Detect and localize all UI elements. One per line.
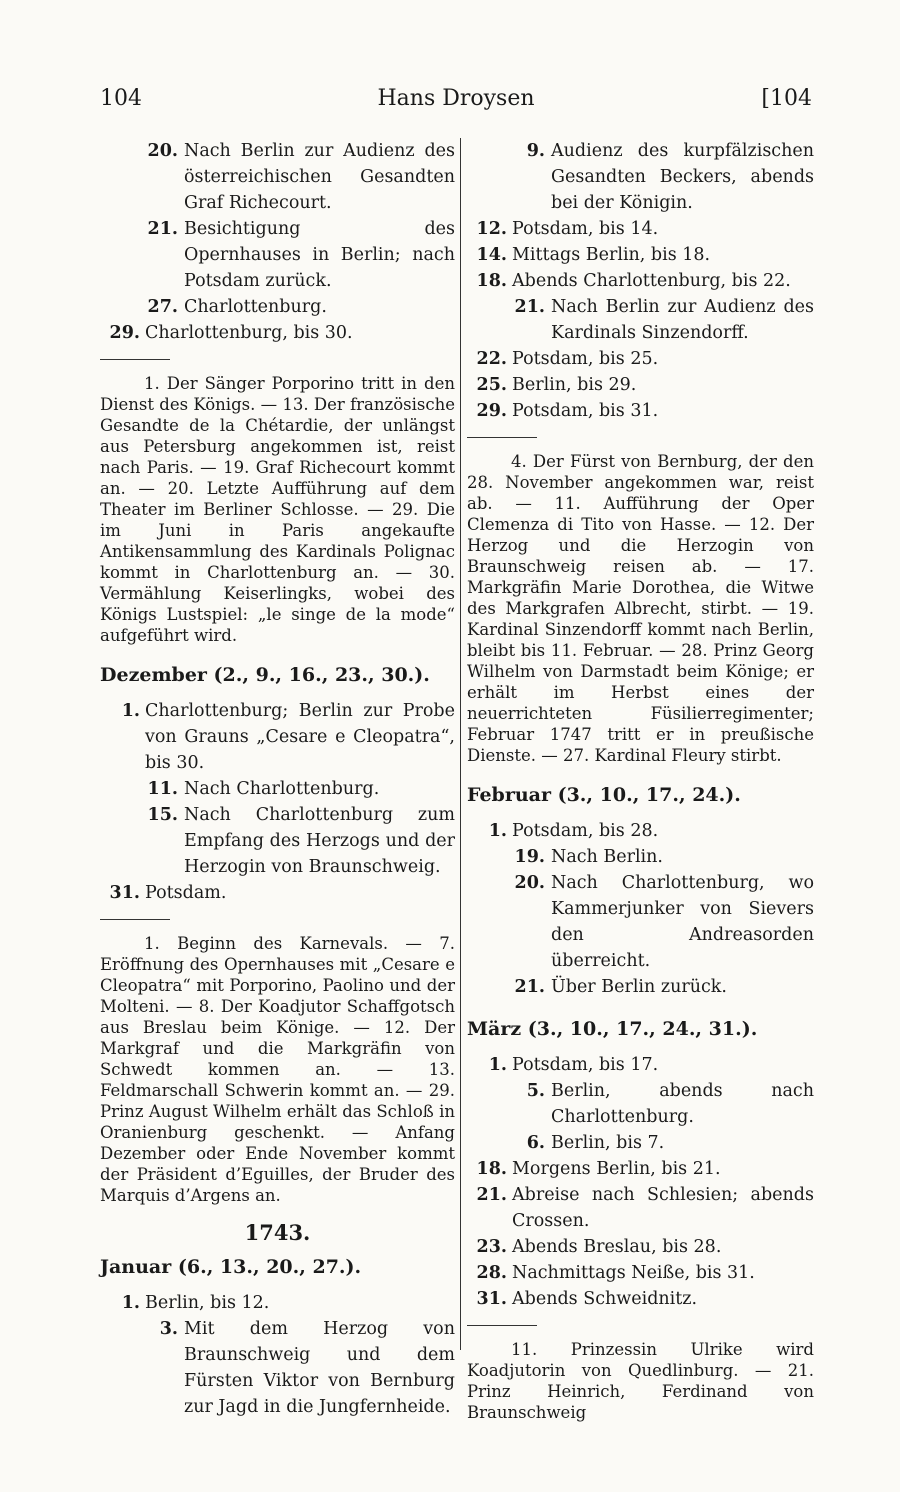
page-header [100, 86, 812, 120]
entry-text: Mit dem Herzog von Braunschweig und dem Fürsten Viktor von Bernburg zur Jagd in die Jungfernheide. [184, 1319, 455, 1417]
entry-day-number: 21. [514, 297, 545, 317]
entry-day-number: 12. [476, 219, 507, 239]
entry-day-number: 9. [526, 141, 545, 161]
entry-text: Charlottenburg, bis 30. [145, 323, 353, 343]
entry-text: Mittags Berlin, bis 18. [512, 245, 711, 265]
calendar-entry [467, 844, 814, 870]
calendar-entry [467, 242, 814, 268]
entry-day-number: 14. [476, 245, 507, 265]
notes-rule [100, 919, 170, 920]
year-heading: 1743. [244, 1220, 311, 1245]
calendar-entry [467, 870, 814, 974]
entry-text: Abreise nach Schlesien; abends Crossen. [512, 1185, 814, 1231]
calendar-entry [467, 818, 814, 844]
entry-text: Über Berlin zurück. [551, 977, 727, 997]
entry-day-number: 18. [476, 1159, 507, 1179]
entry-day-number: 19. [514, 847, 545, 867]
entry-day-number: 5. [526, 1081, 545, 1101]
entry-list [467, 1052, 814, 1312]
entry-text: Potsdam, bis 14. [512, 219, 659, 239]
running-title: Hans Droysen [377, 86, 535, 111]
entry-list [100, 1290, 455, 1420]
notes-paragraph: 4. Der Fürst von Bernburg, der den 28. November angekommen war, reist ab. — 11. Aufführung der Oper Clemenza di Tito von Hasse. — 12. Der Herzog und die Herzogin von Braunschweig reisen ab. — 17. Markgräfin Marie Dorothea, die Witwe des Markgrafen Albrecht, stirbt. — 19. Kardinal Sinzendorff kommt nach Berlin, bleibt bis 11. Februar. — 28. Prinz Georg Wilhelm von Darmstadt beim Könige; er erhält im Herbst eines der neuerrichteten Füsilierregimenter; Februar 1747 tritt er in preußische Dienste. — 27. Kardinal Fleury stirbt. [467, 452, 814, 765]
month-heading: Februar (3., 10., 17., 24.). [467, 784, 741, 806]
entry-list [100, 138, 455, 346]
calendar-entry [100, 294, 455, 320]
entry-day-number: 6. [526, 1133, 545, 1153]
calendar-entry [467, 268, 814, 294]
entry-text: Potsdam, bis 17. [512, 1055, 659, 1075]
notes-paragraph: 1. Der Sänger Porporino tritt in den Dienst des Königs. — 13. Der französische Gesandte de la Chétardie, der unlängst aus Petersburg angekommen ist, reist nach Paris. — 19. Graf Richecourt kommt an. — 20. Letzte Aufführung auf dem Theater im Berliner Schlosse. — 29. Die im Juni in Paris angekaufte Antikensammlung des Kardinals Polignac kommt in Charlottenburg an. — 30. Vermählung Keiserlingks, wobei des Königs Lustspiel: „le singe de la mode“ aufgeführt wird. [100, 374, 455, 645]
page-number-right: [104 [761, 86, 812, 111]
entry-day-number: 31. [109, 883, 140, 903]
calendar-entry [467, 1182, 814, 1234]
notes-paragraph: 11. Prinzessin Ulrike wird Koadjutorin von Quedlinburg. — 21. Prinz Heinrich, Ferdinand von Braunschweig [467, 1340, 814, 1422]
calendar-entry [100, 320, 455, 346]
calendar-entry [467, 1234, 814, 1260]
entry-day-number: 21. [476, 1185, 507, 1205]
entry-day-number: 20. [514, 873, 545, 893]
calendar-entry [467, 294, 814, 346]
entry-day-number: 21. [147, 219, 178, 239]
entry-day-number: 1. [488, 1055, 507, 1075]
right-column [467, 138, 814, 1423]
entry-day-number: 3. [159, 1319, 178, 1339]
calendar-entry [100, 1290, 455, 1316]
entry-text: Abends Charlottenburg, bis 22. [512, 271, 791, 291]
entry-day-number: 25. [476, 375, 507, 395]
calendar-entry [467, 1078, 814, 1130]
calendar-entry [467, 1286, 814, 1312]
entry-text: Berlin, abends nach Charlottenburg. [551, 1081, 814, 1127]
entry-text: Berlin, bis 12. [145, 1293, 270, 1313]
calendar-entry [467, 1260, 814, 1286]
entry-text: Potsdam. [145, 883, 227, 903]
entry-day-number: 29. [476, 401, 507, 421]
page-number-left: 104 [100, 86, 142, 111]
calendar-entry [467, 1052, 814, 1078]
entry-text: Besichtigung des Opernhauses in Berlin; nach Potsdam zurück. [184, 219, 455, 291]
calendar-entry [467, 346, 814, 372]
notes-paragraph: 1. Beginn des Karnevals. — 7. Eröffnung des Opernhauses mit „Cesare e Cleopatra“ mit Porporino, Paolino und der Molteni. — 8. Der Koadjutor Schaffgotsch aus Breslau beim Könige. — 12. Der Markgraf und die Markgräfin von Schwedt kommen an. — 13. Feldmarschall Schwerin kommt an. — 29. Prinz August Wilhelm erhält das Schloß in Oranienburg geschenkt. — Anfang Dezember oder Ende November kommt der Präsident d’Eguilles, der Bruder des Marquis d’Argens an. [100, 934, 455, 1205]
notes-rule [467, 437, 537, 438]
column-divider [460, 138, 461, 1350]
left-column [100, 138, 455, 1420]
entry-text: Potsdam, bis 31. [512, 401, 659, 421]
entry-day-number: 20. [147, 141, 178, 161]
calendar-entry [100, 138, 455, 216]
entry-day-number: 11. [147, 779, 178, 799]
entry-day-number: 1. [121, 701, 140, 721]
month-heading: Januar (6., 13., 20., 27.). [100, 1256, 362, 1278]
calendar-entry [467, 372, 814, 398]
calendar-entry [100, 776, 455, 802]
entry-day-number: 31. [476, 1289, 507, 1309]
entry-day-number: 28. [476, 1263, 507, 1283]
entry-day-number: 27. [147, 297, 178, 317]
calendar-entry [100, 1316, 455, 1420]
entry-list [467, 818, 814, 1000]
entry-text: Morgens Berlin, bis 21. [512, 1159, 721, 1179]
calendar-entry [467, 398, 814, 424]
calendar-entry [100, 216, 455, 294]
entry-text: Abends Schweidnitz. [512, 1289, 698, 1309]
entry-text: Potsdam, bis 25. [512, 349, 659, 369]
entry-day-number: 29. [109, 323, 140, 343]
entry-text: Nach Berlin zur Audienz des österreichischen Gesandten Graf Richecourt. [184, 141, 455, 213]
entry-text: Nach Charlottenburg zum Empfang des Herzogs und der Herzogin von Braunschweig. [184, 805, 455, 877]
entry-text: Berlin, bis 7. [551, 1133, 665, 1153]
entry-day-number: 21. [514, 977, 545, 997]
entry-day-number: 22. [476, 349, 507, 369]
entry-list [100, 698, 455, 906]
entry-text: Audienz des kurpfälzischen Gesandten Beckers, abends bei der Königin. [551, 141, 814, 213]
calendar-entry [467, 216, 814, 242]
entry-text: Nachmittags Neiße, bis 31. [512, 1263, 755, 1283]
entry-text: Charlottenburg. [184, 297, 327, 317]
entry-text: Charlottenburg; Berlin zur Probe von Grauns „Cesare e Cleopatra“, bis 30. [145, 701, 455, 773]
month-heading: März (3., 10., 17., 24., 31.). [467, 1018, 758, 1040]
entry-day-number: 18. [476, 271, 507, 291]
month-heading: Dezember (2., 9., 16., 23., 30.). [100, 664, 430, 686]
entry-text: Nach Berlin zur Audienz des Kardinals Sinzendorff. [551, 297, 814, 343]
calendar-entry [467, 1156, 814, 1182]
entry-day-number: 23. [476, 1237, 507, 1257]
entry-text: Nach Berlin. [551, 847, 663, 867]
entry-text: Nach Charlottenburg, wo Kammerjunker von Sievers den Andreasorden überreicht. [551, 873, 814, 971]
calendar-entry [467, 1130, 814, 1156]
entry-text: Potsdam, bis 28. [512, 821, 659, 841]
calendar-entry [467, 138, 814, 216]
entry-day-number: 15. [147, 805, 178, 825]
calendar-entry [467, 974, 814, 1000]
entry-list [467, 138, 814, 424]
calendar-entry [100, 698, 455, 776]
entry-day-number: 1. [488, 821, 507, 841]
entry-text: Abends Breslau, bis 28. [512, 1237, 722, 1257]
entry-day-number: 1. [121, 1293, 140, 1313]
notes-rule [100, 359, 170, 360]
entry-text: Berlin, bis 29. [512, 375, 637, 395]
calendar-entry [100, 802, 455, 880]
entry-text: Nach Charlottenburg. [184, 779, 380, 799]
notes-rule [467, 1325, 537, 1326]
calendar-entry [100, 880, 455, 906]
